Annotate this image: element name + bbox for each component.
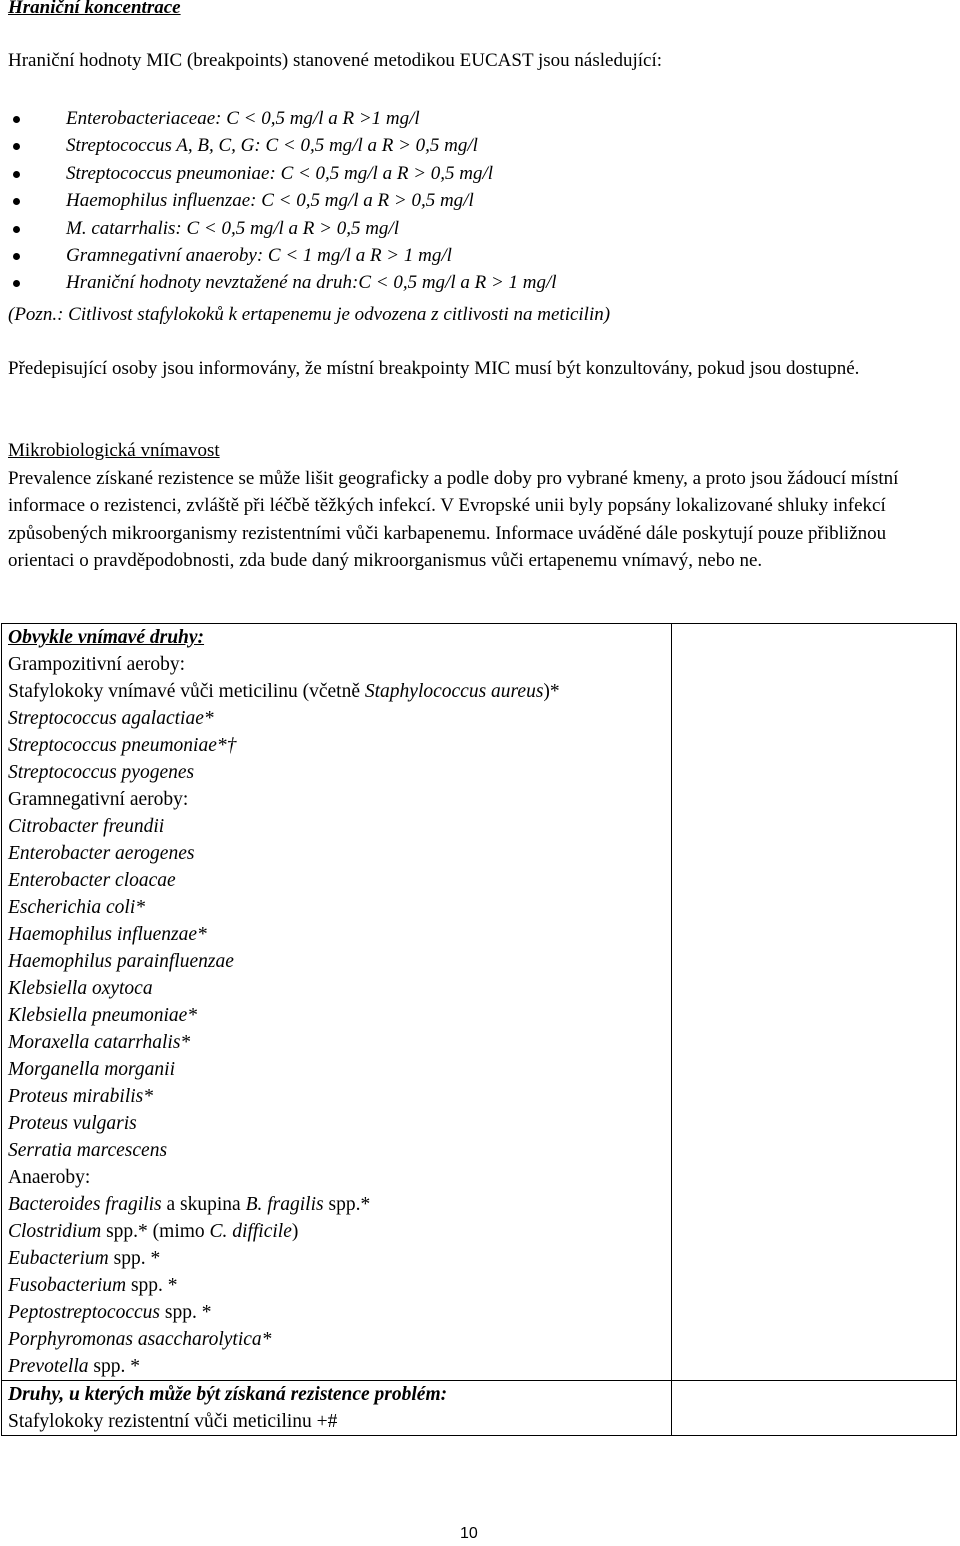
susceptibility-section	[8, 437, 953, 575]
list-item: Streptococcus pneumoniae: C < 0,5 mg/l a R > 0,5 mg/l	[0, 160, 557, 187]
list-item: Morganella morganii	[8, 1059, 176, 1080]
list-item: Peptostreptococcus spp. *	[8, 1302, 212, 1323]
list-item: M. catarrhalis: C < 0,5 mg/l a R > 0,5 mg/l	[0, 215, 557, 242]
list-item: Escherichia coli*	[8, 897, 146, 918]
list-item: Streptococcus agalactiae*	[8, 708, 214, 729]
breakpoint-list	[0, 105, 557, 297]
bullet-icon	[13, 198, 20, 205]
table-cell-empty	[672, 1381, 957, 1436]
list-item: Citrobacter freundii	[8, 816, 165, 837]
prescriber-paragraph: Předepisující osoby jsou informovány, že místní breakpointy MIC musí být konzultovány, pokud jsou dostupné.	[8, 358, 860, 379]
bullet-icon	[13, 226, 20, 233]
list-item: Fusobacterium spp. *	[8, 1275, 178, 1296]
list-item: Streptococcus pneumoniae*†	[8, 735, 237, 756]
note-text: (Pozn.: Citlivost stafylokoků k ertapenemu je odvozena z citlivosti na meticilin)	[8, 304, 611, 325]
bullet-icon	[13, 143, 20, 150]
list-item: Haemophilus influenzae: C < 0,5 mg/l a R > 0,5 mg/l	[0, 187, 557, 214]
list-item: Serratia marcescens	[8, 1140, 168, 1161]
bullet-icon	[13, 253, 20, 260]
list-item: Hraniční hodnoty nevztažené na druh:C < 0,5 mg/l a R > 1 mg/l	[0, 269, 557, 296]
list-item: Prevotella spp. *	[8, 1356, 140, 1377]
table-row	[2, 1381, 957, 1436]
group-label: Anaeroby:	[8, 1167, 91, 1188]
list-item: Eubacterium spp. *	[8, 1248, 161, 1269]
section-subheading: Mikrobiologická vnímavost	[8, 440, 220, 461]
section-heading: Hraniční koncentrace	[8, 0, 181, 18]
list-item: Gramnegativní anaeroby: C < 1 mg/l a R > 1 mg/l	[0, 242, 557, 269]
table-cell-main	[2, 624, 672, 1381]
bullet-icon	[13, 171, 20, 178]
page-number: 10	[460, 1525, 478, 1542]
list-item: Enterobacter aerogenes	[8, 843, 195, 864]
list-item: Enterobacteriaceae: C < 0,5 mg/l a R >1 mg/l	[0, 105, 557, 132]
bullet-icon	[13, 116, 20, 123]
list-item: Porphyromonas asaccharolytica*	[8, 1329, 272, 1350]
list-item: Haemophilus parainfluenzae	[8, 951, 234, 972]
group-label: Grampozitivní aeroby:	[8, 654, 186, 675]
list-item: Stafylokoky rezistentní vůči meticilinu +#	[8, 1411, 338, 1432]
list-item: Proteus mirabilis*	[8, 1086, 153, 1107]
list-item: Moraxella catarrhalis*	[8, 1032, 191, 1053]
susceptibility-table	[1, 623, 957, 1436]
group-label: Gramnegativní aeroby:	[8, 789, 189, 810]
list-item: Bacteroides fragilis a skupina B. fragilis spp.*	[8, 1194, 371, 1215]
intro-text: Hraniční hodnoty MIC (breakpoints) stanovené metodikou EUCAST jsou následující:	[8, 50, 662, 71]
list-item: Klebsiella pneumoniae*	[8, 1005, 198, 1026]
list-item: Clostridium spp.* (mimo C. difficile)	[8, 1221, 299, 1242]
list-item: Enterobacter cloacae	[8, 870, 176, 891]
list-item: Streptococcus A, B, C, G: C < 0,5 mg/l a R > 0,5 mg/l	[0, 132, 557, 159]
bullet-icon	[13, 280, 20, 287]
list-item: Proteus vulgaris	[8, 1113, 137, 1134]
list-item: Haemophilus influenzae*	[8, 924, 207, 945]
resistance-title: Druhy, u kterých může být získaná rezistence problém:	[8, 1384, 448, 1405]
list-item: Stafylokoky vnímavé vůči meticilinu (včetně Staphylococcus aureus)*	[8, 681, 560, 702]
list-item: Streptococcus pyogenes	[8, 762, 195, 783]
table-row	[2, 624, 957, 1381]
table-cell-main	[2, 1381, 672, 1436]
table-title: Obvykle vnímavé druhy:	[8, 627, 205, 648]
list-item: Klebsiella oxytoca	[8, 978, 153, 999]
table-cell-empty	[672, 624, 957, 1381]
prevalence-paragraph: Prevalence získané rezistence se může lišit geograficky a podle doby pro vybrané kmeny, a proto jsou žádoucí místní informace o rezistenci, zvláště při léčbě těžkých infekcí. V Evropské unii byly popsány lokalizované shluky infekcí způsobených mikroorganismy rezistentními vůči karbapenemu. Informace uváděné dále poskytují pouze přibližnou orientaci o pravděpodobnosti, zda bude daný mikroorganismus vůči ertapenemu vnímavý, nebo ne.	[8, 467, 899, 571]
